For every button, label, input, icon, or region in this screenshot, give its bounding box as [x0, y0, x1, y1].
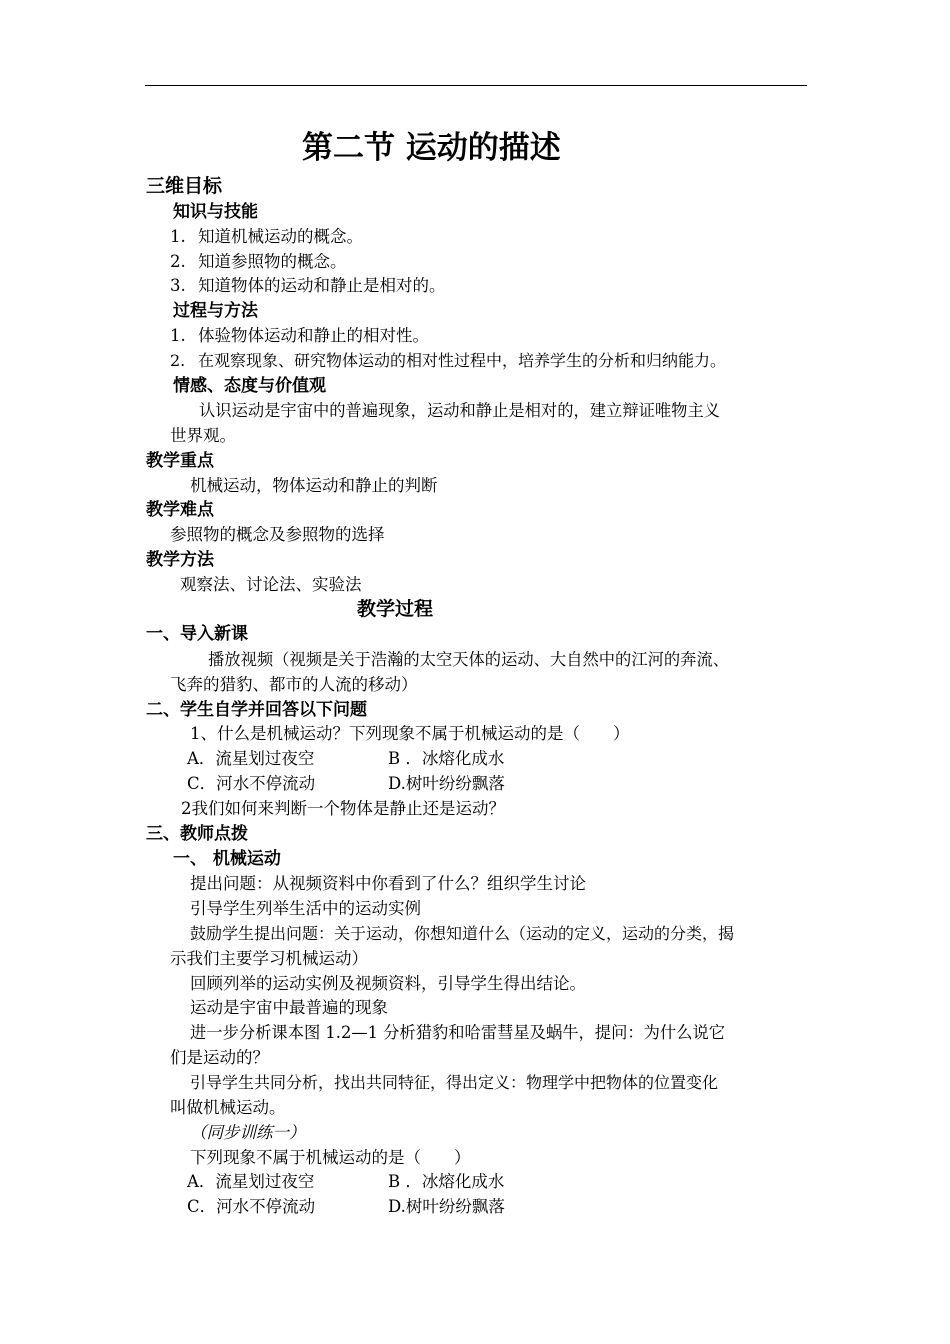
attitude-text: 世界观。 [170, 426, 236, 445]
intro-heading: 一、导入新课 [146, 624, 248, 644]
teacher-line: 们是运动的？ [170, 1048, 269, 1067]
sync-option-a: A．流星划过夜空 [187, 1172, 315, 1191]
knowledge-item: 2. 知道参照物的概念。 [170, 252, 347, 271]
sync-question: 下列现象不属于机械运动的是（ ） [190, 1148, 471, 1167]
teacher-line: 进一步分析课本图 1.2—1 分析猎豹和哈雷彗星及蜗牛，提问：为什么说它 [190, 1023, 726, 1042]
option-c: C．河水不停流动 [187, 774, 316, 793]
option-b: B ．冰熔化成水 [388, 749, 505, 768]
process-item: 1. 体验物体运动和静止的相对性。 [170, 326, 429, 345]
difficulties-heading: 教学难点 [146, 500, 214, 520]
self-study-question: 2我们如何来判断一个物体是静止还是运动？ [181, 799, 505, 818]
page-title: 第二节 运动的描述 [302, 130, 561, 166]
intro-text: 飞奔的猎豹、都市的人流的移动） [170, 675, 418, 694]
teacher-line: 叫做机械运动。 [170, 1098, 286, 1117]
teacher-line: 引导学生列举生活中的运动实例 [190, 899, 421, 918]
teacher-line: 示我们主要学习机械运动） [170, 949, 368, 968]
intro-text: 播放视频（视频是关于浩瀚的太空天体的运动、大自然中的江河的奔流、 [208, 650, 730, 669]
knowledge-item: 3. 知道物体的运动和静止是相对的。 [170, 276, 446, 295]
option-d: D.树叶纷纷飘落 [388, 774, 505, 793]
knowledge-heading: 知识与技能 [173, 202, 258, 222]
methods-text: 观察法、讨论法、实验法 [180, 575, 362, 594]
difficulties-text: 参照物的概念及参照物的选择 [170, 525, 385, 544]
teacher-line: 运动是宇宙中最普遍的现象 [190, 998, 388, 1017]
teacher-heading: 三、教师点拨 [146, 824, 248, 844]
attitude-heading: 情感、态度与价值观 [173, 376, 326, 396]
knowledge-item: 1. 知道机械运动的概念。 [170, 227, 363, 246]
objectives-heading: 三维目标 [146, 175, 223, 197]
self-study-heading: 二、学生自学并回答以下问题 [146, 700, 367, 720]
mechanical-motion-heading: 一、 机械运动 [173, 849, 281, 869]
key-points-heading: 教学重点 [146, 451, 214, 471]
process-heading: 过程与方法 [173, 301, 258, 321]
teacher-line: 提出问题：从视频资料中你看到了什么？组织学生讨论 [190, 874, 586, 893]
methods-heading: 教学方法 [146, 550, 214, 570]
sync-option-b: B ．冰熔化成水 [388, 1172, 505, 1191]
key-points-text: 机械运动，物体运动和静止的判断 [190, 476, 438, 495]
sync-option-d: D.树叶纷纷飘落 [388, 1197, 505, 1216]
process-item: 2. 在观察现象、研究物体运动的相对性过程中，培养学生的分析和归纳能力。 [170, 351, 727, 370]
self-study-question: 1、什么是机械运动？下列现象不属于机械运动的是（ ） [190, 724, 630, 743]
attitude-text: 认识运动是宇宙中的普遍现象，运动和静止是相对的，建立辩证唯物主义 [199, 401, 721, 420]
teacher-line: 回顾列举的运动实例及视频资料，引导学生得出结论。 [190, 974, 586, 993]
option-a: A．流星划过夜空 [187, 749, 315, 768]
process-title: 教学过程 [357, 598, 434, 620]
teacher-line: 引导学生共同分析，找出共同特征，得出定义：物理学中把物体的位置变化 [190, 1073, 719, 1092]
header-rule [145, 85, 807, 86]
sync-option-c: C．河水不停流动 [187, 1197, 316, 1216]
sync-training-label: （同步训练一） [190, 1123, 306, 1142]
teacher-line: 鼓励学生提出问题：关于运动，你想知道什么（运动的定义，运动的分类，揭 [190, 924, 735, 943]
